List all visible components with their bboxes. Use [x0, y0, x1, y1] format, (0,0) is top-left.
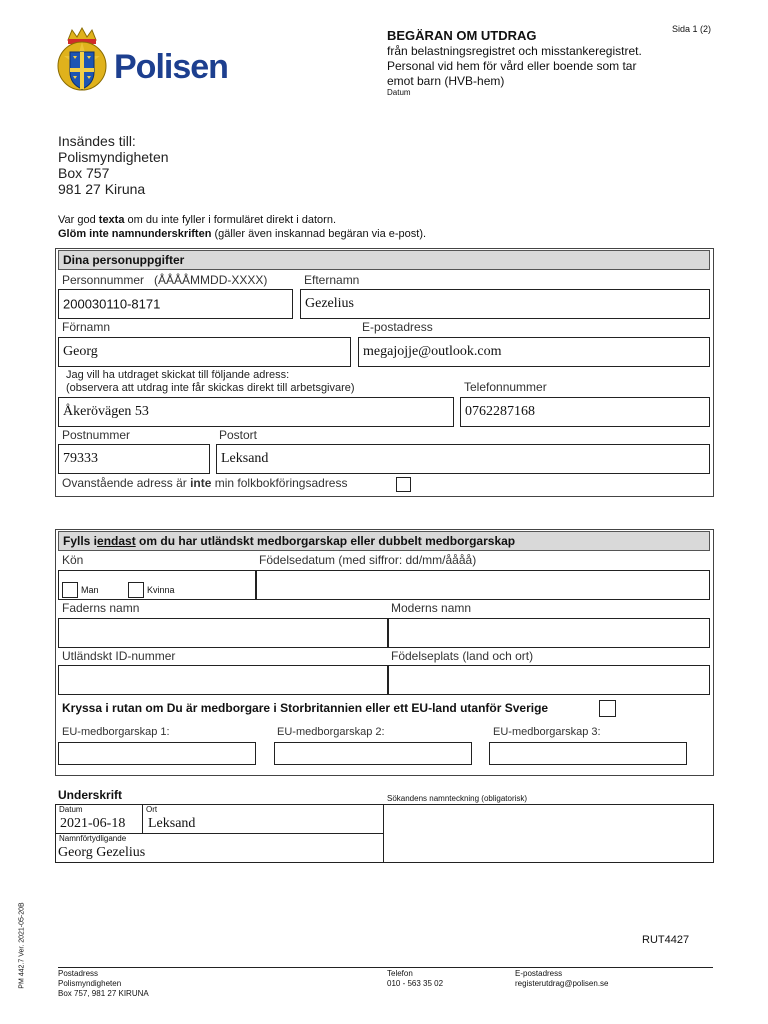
eu3-label: EU-medborgarskap 3:	[493, 726, 601, 738]
personnummer-format: (ÅÅÅÅMMDD-XXXX)	[154, 273, 268, 287]
moderns-label: Moderns namn	[391, 601, 472, 615]
signature-datum-value[interactable]: 2021-06-18	[60, 816, 126, 831]
adress-value: Åkerövägen 53	[63, 404, 149, 419]
eu1-field[interactable]	[58, 742, 256, 765]
instruction-text: Var god	[58, 214, 99, 226]
instruction-bold: Glöm inte namnunderskriften	[58, 228, 212, 240]
address-note-line: (observera att utdrag inte får skickas direkt till arbetsgivare)	[66, 382, 355, 394]
header-datum-label: Datum	[387, 88, 411, 97]
moderns-field[interactable]	[388, 618, 710, 648]
folkbokforing-label	[62, 476, 347, 490]
personnummer-field[interactable]	[58, 289, 293, 319]
eu2-field[interactable]	[274, 742, 472, 765]
footer-telefon	[387, 969, 443, 989]
address-line: Insändes till:	[58, 133, 136, 149]
address-note	[66, 369, 355, 395]
telefon-label: Telefonnummer	[464, 380, 547, 394]
form-code: RUT4427	[642, 934, 690, 946]
fodelsedatum-field[interactable]	[256, 570, 710, 600]
fornamn-value: Georg	[63, 344, 98, 359]
signature-field[interactable]	[384, 805, 713, 862]
kvinna-checkbox[interactable]	[128, 582, 144, 598]
foreign-header-text: om du har utländskt medborgarskap eller dubbelt medborgarskap	[135, 534, 516, 548]
form-subtitle	[387, 44, 642, 89]
namnfortydligande-value[interactable]: Georg Gezelius	[58, 845, 146, 860]
signature-title: Underskrift	[58, 788, 123, 802]
efternamn-field[interactable]	[300, 289, 710, 319]
foreign-header-underline: endast	[97, 534, 136, 548]
signature-ort-label: Ort	[146, 805, 158, 814]
folkbokforing-text: min folkbokföringsadress	[211, 476, 348, 490]
efternamn-label: Efternamn	[304, 273, 360, 287]
datum-divider	[142, 804, 143, 834]
postnummer-value: 79333	[63, 451, 98, 466]
instruction-line-2	[58, 227, 426, 241]
utlandskt-id-field[interactable]	[58, 665, 388, 695]
man-label: Man	[81, 585, 99, 595]
address-line: Box 757	[58, 165, 110, 181]
instruction-text: (gäller även inskannad begäran via e-post).	[211, 228, 427, 240]
instruction-bold: texta	[98, 214, 125, 226]
personnummer-label	[62, 273, 267, 287]
subtitle-line: emot barn (HVB-hem)	[387, 74, 505, 88]
telefon-value: 0762287168	[465, 404, 535, 419]
address-line: 981 27 Kiruna	[58, 181, 146, 197]
footer-divider	[58, 967, 713, 968]
efternamn-value: Gezelius	[305, 296, 354, 311]
foreign-citizenship-header	[58, 531, 710, 551]
page-number: Sida 1 (2)	[672, 24, 712, 34]
signature-label: Sökandens namnteckning (obligatorisk)	[387, 794, 528, 803]
signature-datum-label: Datum	[59, 805, 83, 814]
postort-field[interactable]	[216, 444, 710, 474]
eu3-field[interactable]	[489, 742, 687, 765]
personnummer-label-text: Personnummer	[62, 273, 145, 287]
folkbokforing-checkbox[interactable]	[396, 477, 411, 492]
eu2-label: EU-medborgarskap 2:	[277, 726, 385, 738]
postnummer-field[interactable]	[58, 444, 210, 474]
subtitle-line: från belastningsregistret och misstankeregistret.	[387, 44, 642, 58]
fornamn-label: Förnamn	[62, 320, 111, 334]
postort-label: Postort	[219, 428, 258, 442]
footer-epost-value[interactable]: registerutdrag@polisen.se	[515, 979, 609, 988]
foreign-header-text: Fylls i	[63, 534, 98, 548]
instruction-text: om du inte fyller i formuläret direkt i datorn.	[124, 214, 336, 226]
faderns-field[interactable]	[58, 618, 388, 648]
postort-value: Leksand	[221, 451, 269, 466]
subtitle-line: Personal vid hem för vård eller boende som tar	[387, 59, 637, 73]
footer-postadress	[58, 969, 149, 999]
eu1-label: EU-medborgarskap 1:	[62, 726, 170, 738]
footer-postadress-label: Postadress	[58, 969, 99, 978]
polisen-logo	[54, 26, 246, 96]
footer-telefon-label: Telefon	[387, 969, 413, 978]
logo-wordmark: Polisen	[114, 48, 228, 86]
kon-label: Kön	[62, 553, 84, 567]
epost-label: E-postadress	[362, 320, 433, 334]
instructions	[58, 213, 426, 241]
man-checkbox[interactable]	[62, 582, 78, 598]
footer-postadress-line: Polismyndigheten	[58, 979, 122, 988]
epost-value: megajojje@outlook.com	[363, 344, 502, 359]
footer-postadress-line: Box 757, 981 27 KIRUNA	[58, 989, 149, 998]
footer-telefon-value: 010 - 563 35 02	[387, 979, 444, 988]
namnfortydligande-label: Namnförtydligande	[59, 834, 127, 843]
address-note-line: Jag vill ha utdraget skickat till följande adress:	[66, 369, 290, 381]
personnummer-value: 200030110-8171	[63, 296, 161, 312]
form-title: BEGÄRAN OM UTDRAG	[387, 28, 537, 43]
fornamn-field[interactable]	[58, 337, 351, 367]
epost-field[interactable]	[358, 337, 710, 367]
address-line: Polismyndigheten	[58, 149, 169, 165]
send-to-address	[58, 133, 169, 197]
fodelsedatum-label: Födelsedatum (med siffror: dd/mm/åååå)	[259, 553, 477, 567]
faderns-label: Faderns namn	[62, 601, 140, 615]
instruction-line-1	[58, 213, 426, 227]
postnummer-label: Postnummer	[62, 428, 131, 442]
telefon-field[interactable]	[460, 397, 710, 427]
folkbokforing-bold: inte	[190, 476, 212, 490]
personal-info-header: Dina personuppgifter	[58, 250, 710, 270]
fodelseplats-field[interactable]	[388, 665, 710, 695]
eu-question: Kryssa i rutan om Du är medborgare i Storbritannien eller ett EU-land utanför Sverige	[62, 701, 549, 715]
kvinna-label: Kvinna	[147, 585, 175, 595]
folkbokforing-text: Ovanstående adress är	[62, 476, 191, 490]
adress-field[interactable]	[58, 397, 454, 427]
police-crest-icon	[54, 26, 110, 94]
signature-ort-value[interactable]: Leksand	[148, 816, 196, 831]
utlandskt-id-label: Utländskt ID-nummer	[62, 649, 176, 663]
footer-epost	[515, 969, 609, 989]
side-code: PM 442.7 Ver. 2021-05-20B	[18, 902, 26, 989]
footer-epost-label: E-postadress	[515, 969, 563, 978]
eu-checkbox[interactable]	[599, 700, 616, 717]
fodelseplats-label: Födelseplats (land och ort)	[391, 649, 534, 663]
